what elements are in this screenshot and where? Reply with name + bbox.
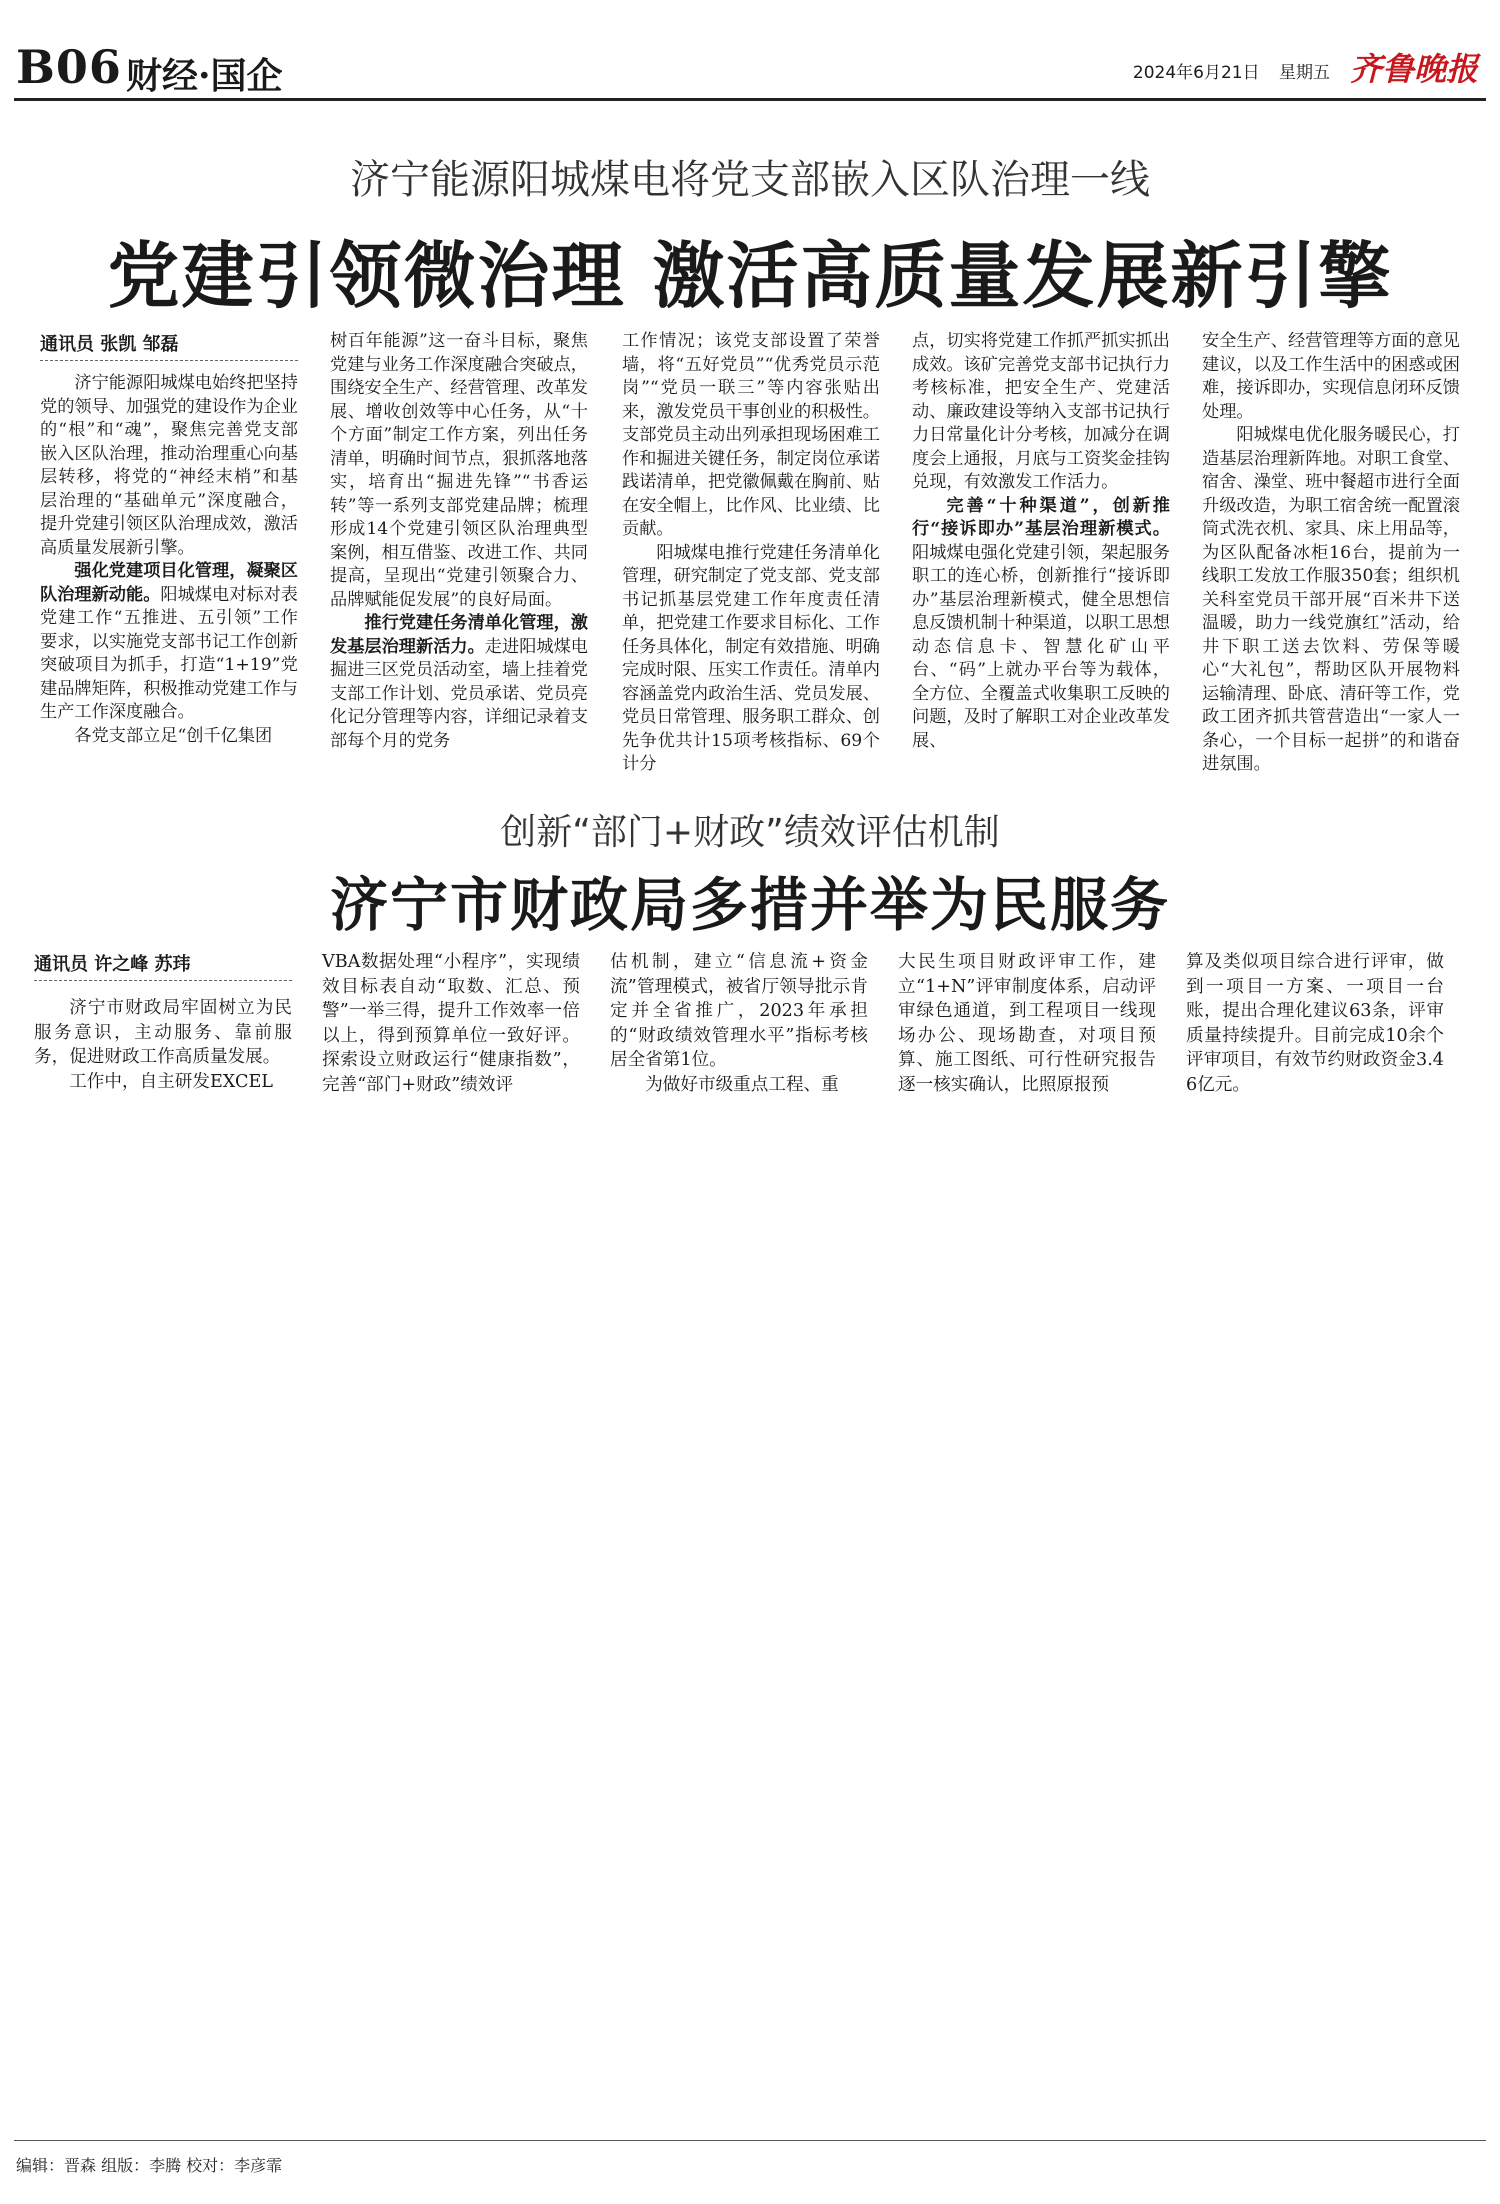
article2-column-4 xyxy=(898,950,1156,1097)
newspaper-logo: 齐鲁晚报 xyxy=(1349,50,1478,88)
paragraph: 阳城煤电推行党建任务清单化管理，研究制定了党支部、党支部书记抓基层党建工作年度责任清单，把党建工作要求目标化、工作任务具体化，制定有效措施、明确完成时限、压实工作责任。清单内容涵盖党内政治生活、党员发展、党员日常管理、服务职工群众、创先争优共计15项考核指标、69个计分 xyxy=(622,542,880,774)
paragraph: 济宁市财政局牢固树立为民服务意识，主动服务、靠前服务，促进财政工作高质量发展。 xyxy=(34,998,292,1067)
paragraph xyxy=(40,560,298,725)
paragraph: 大民生项目财政评审工作，建立“1+N”评审制度体系，启动评审绿色通道，到工程项目一线现场办公、现场勘查，对项目预算、施工图纸、可行性研究报告逐一核实确认，比照原报预 xyxy=(898,952,1156,1095)
article1-column-1 xyxy=(40,372,298,748)
article1-column-2 xyxy=(330,330,588,753)
date-text: 2024年6月21日 xyxy=(1132,63,1260,83)
paragraph: VBA数据处理“小程序”，实现绩效目标表自动“取数、汇总、预警”一举三得，提升工作效率一倍以上，得到预算单位一致好评。探索设立财政运行“健康指数”，完善“部门+财政”绩效评 xyxy=(322,952,580,1095)
paragraph xyxy=(912,495,1170,754)
article2-column-3 xyxy=(610,950,868,1097)
article2-column-2 xyxy=(322,950,580,1097)
paragraph: 树百年能源”这一奋斗目标，聚焦党建与业务工作深度融合突破点，围绕安全生产、经营管理、改革发展、增收创效等中心任务，从“十个方面”制定工作方案，列出任务清单，明确时间节点，狠抓落地落实，培育出“掘进先锋”“书香运转”等一系列支部党建品牌；梳理形成14个党建引领区队治理典型案例，相互借鉴、改进工作、共同提高，呈现出“党建引领聚合力、品牌赋能促发展”的良好局面。 xyxy=(330,331,588,610)
paragraph-text: 走进阳城煤电掘进三区党员活动室，墙上挂着党支部工作计划、党员承诺、党员亮化记分管理等内容，详细记录着支部每个月的党务 xyxy=(330,636,588,751)
article1-headline: 党建引领微治理 激活高质量发展新引擎 xyxy=(107,233,1393,318)
issue-date xyxy=(1133,58,1330,83)
editor-credits: 编辑：晋森 组版：李腾 校对：李彦霏 xyxy=(16,2156,283,2175)
paragraph: 工作情况；该党支部设置了荣誉墙，将“五好党员”“优秀党员示范岗”“党员一联三”等内容张贴出来，激发党员干事创业的积极性。支部党员主动出列承担现场困难工作和掘进关键任务，制定岗位承诺践诺清单，把党徽佩戴在胸前、贴在安全帽上，比作风、比业绩、比贡献。 xyxy=(622,331,880,539)
article2-headline: 济宁市财政局多措并举为民服务 xyxy=(329,871,1170,939)
paragraph: 工作中，自主研发EXCEL xyxy=(69,1071,273,1092)
byline-rule xyxy=(34,980,292,981)
paragraph: 估机制，建立“信息流+资金流”管理模式，被省厅领导批示肯定并全省推广，2023年承担的“财政绩效管理水平”指标考核居全省第1位。 xyxy=(610,952,868,1070)
header-rule xyxy=(14,98,1486,101)
paragraph: 安全生产、经营管理等方面的意见建议，以及工作生活中的困惑或困难，接诉即办，实现信息闭环反馈处理。 xyxy=(1202,331,1460,422)
paragraph: 阳城煤电优化服务暖民心，打造基层治理新阵地。对职工食堂、宿舍、澡堂、班中餐超市进行全面升级改造，为职工宿舍统一配置滚筒式洗衣机、家具、床上用品等，为区队配备冰柜16台，提前为一线职工发放工作服350套；组织机关科室党员干部开展“百米井下送温暖，助力一线党旗红”活动，给井下职工送去饮料、劳保等暖心“大礼包”，帮助区队开展物料运输清理、卧底、清矸等工作，党政工团齐抓共管营造出“一家人一条心，一个目标一起拼”的和谐奋进氛围。 xyxy=(1202,425,1460,774)
paragraph: 济宁能源阳城煤电始终把坚持党的领导、加强党的建设作为企业的“根”和“魂”，聚焦完善党支部嵌入区队治理，推动治理重心向基层转移，将党的“神经末梢”和基层治理的“基础单元”深度融合，提升党建引领区队治理成效，激活高质量发展新引擎。 xyxy=(40,373,298,558)
paragraph-text: 阳城煤电强化党建引领，架起服务职工的连心桥，创新推行“接诉即办”基层治理新模式，健全思想信息反馈机制十种渠道，以职工思想动态信息卡、智慧化矿山平台、“码”上就办平台等为载体，全方位、全覆盖式收集职工反映的问题，及时了解职工对企业改革发展、 xyxy=(912,542,1170,751)
article1-kicker: 济宁能源阳城煤电将党支部嵌入区队治理一线 xyxy=(350,157,1150,203)
paragraph: 点，切实将党建工作抓严抓实抓出成效。该矿完善党支部书记执行力考核标准，把安全生产、党建活动、廉政建设等纳入支部书记执行力日常量化计分考核，加减分在调度会上通报，月底与工资奖金挂钩兑现，有效激发工作活力。 xyxy=(912,331,1170,492)
article2-column-1 xyxy=(34,996,292,1094)
article1-column-5 xyxy=(1202,330,1460,777)
paragraph xyxy=(330,612,588,753)
byline-rule xyxy=(40,360,298,361)
weekday-text: 星期五 xyxy=(1279,63,1330,83)
paragraph-text: 阳城煤电对标对表党建工作“五推进、五引领”工作要求，以实施党支部书记工作创新突破项目为抓手，打造“1+19”党建品牌矩阵，积极推动党建工作与生产工作深度融合。 xyxy=(40,584,298,722)
page-number: B06 xyxy=(16,40,122,94)
footer-rule xyxy=(14,2140,1486,2141)
article1-column-3 xyxy=(622,330,880,777)
section-title: 财经·国企 xyxy=(126,55,283,97)
paragraph: 为做好市级重点工程、重 xyxy=(645,1074,839,1095)
article2-byline: 通讯员 许之峰 苏玮 xyxy=(34,954,191,975)
article1-byline: 通讯员 张凯 邹磊 xyxy=(40,334,179,355)
article2-column-5 xyxy=(1186,950,1444,1097)
article2-kicker: 创新“部门+财政”绩效评估机制 xyxy=(500,812,1000,853)
paragraph: 算及类似项目综合进行评审，做到一项目一方案、一项目一台账，提出合理化建议63条，评审质量持续提升。目前完成10余个评审项目，有效节约财政资金3.46亿元。 xyxy=(1186,952,1444,1095)
article1-column-4 xyxy=(912,330,1170,753)
sub-heading: 推行党建任务清单化管理，激发基层治理新活力。 xyxy=(330,613,588,657)
paragraph: 各党支部立足“创千亿集团 xyxy=(74,725,273,746)
sub-heading: 完善“十种渠道”，创新推行“接诉即办”基层治理新模式。 xyxy=(912,495,1170,539)
sub-heading: 强化党建项目化管理，凝聚区队治理新动能。 xyxy=(40,561,298,605)
